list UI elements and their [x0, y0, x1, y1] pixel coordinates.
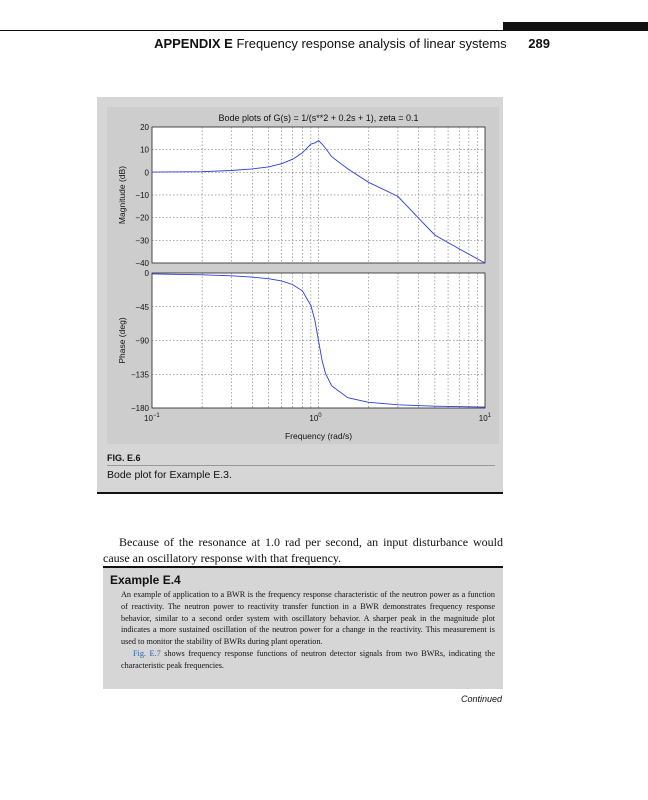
figure-label: FIG. E.6 [107, 453, 141, 463]
example-paragraph-1: An example of application to a BWR is the frequency response characteristic of the neutron power as a function of reactivity. The neutron power to reactivity transfer function in a BWR demonstrates frequency response behavior, similar to a second order system with oscillatory behavior. A sharper peak in the magnitude plot indicates a more sustained oscillation of the neutron power for a change in the reactivity. This measurement is used to monitor the stability of BWRs during plant operation. [121, 590, 495, 647]
magnitude-y-tick-label: −40 [135, 259, 149, 268]
phase-y-axis-label: Phase (deg) [117, 317, 127, 364]
magnitude-y-tick-label: −30 [135, 236, 149, 246]
phase-y-tick-label: −90 [135, 336, 149, 346]
magnitude-y-tick-label: −20 [135, 213, 149, 223]
magnitude-y-axis-label: Magnitude (dB) [117, 165, 127, 225]
phase-y-tick-label: −135 [130, 370, 149, 380]
running-header [0, 36, 550, 51]
phase-y-tick-label: 0 [144, 269, 149, 278]
x-tick-label: $10^1$ [478, 413, 491, 423]
appendix-title: Frequency response analysis of linear systems [236, 36, 507, 51]
figure-bottom-rule [97, 492, 503, 494]
example-box [103, 566, 503, 689]
figure-reference-link[interactable]: Fig. E.7 [133, 648, 161, 658]
magnitude-y-tick-label: 0 [144, 168, 149, 178]
example-body [121, 589, 495, 672]
figure-caption: Bode plot for Example E.3. [107, 469, 232, 481]
continued-label: Continued [460, 694, 502, 704]
phase-y-tick-label: −45 [135, 302, 149, 312]
body-paragraph: Because of the resonance at 1.0 rad per second, an input disturbance would cause an oscillatory response with that frequency. [103, 535, 503, 565]
example-title: Example E.4 [110, 573, 181, 587]
magnitude-y-tick-label: 10 [140, 145, 149, 155]
bode-plot [97, 97, 503, 449]
page-number: 289 [528, 36, 550, 51]
chart-title: Bode plots of G(s) = 1/(s**2 + 0.2s + 1), zeta = 0.1 [218, 113, 419, 123]
x-tick-label: $10^0$ [309, 413, 322, 423]
figure-caption-divider [107, 465, 495, 466]
phase-y-tick-label: −180 [130, 404, 149, 413]
example-paragraph-2 [121, 648, 495, 672]
x-axis-label: Frequency (rad/s) [284, 431, 353, 441]
example-paragraph-2-text: shows frequency response functions of neutron detector signals from two BWRs, indicating the characteristic peak frequencies. [121, 648, 495, 670]
x-tick-label: $10^{-1}$ [144, 413, 160, 423]
header-rule [0, 30, 648, 31]
appendix-label: APPENDIX E [154, 36, 233, 51]
magnitude-y-tick-label: 20 [140, 123, 149, 132]
magnitude-y-tick-label: −10 [135, 191, 149, 200]
figure-box [97, 97, 503, 494]
